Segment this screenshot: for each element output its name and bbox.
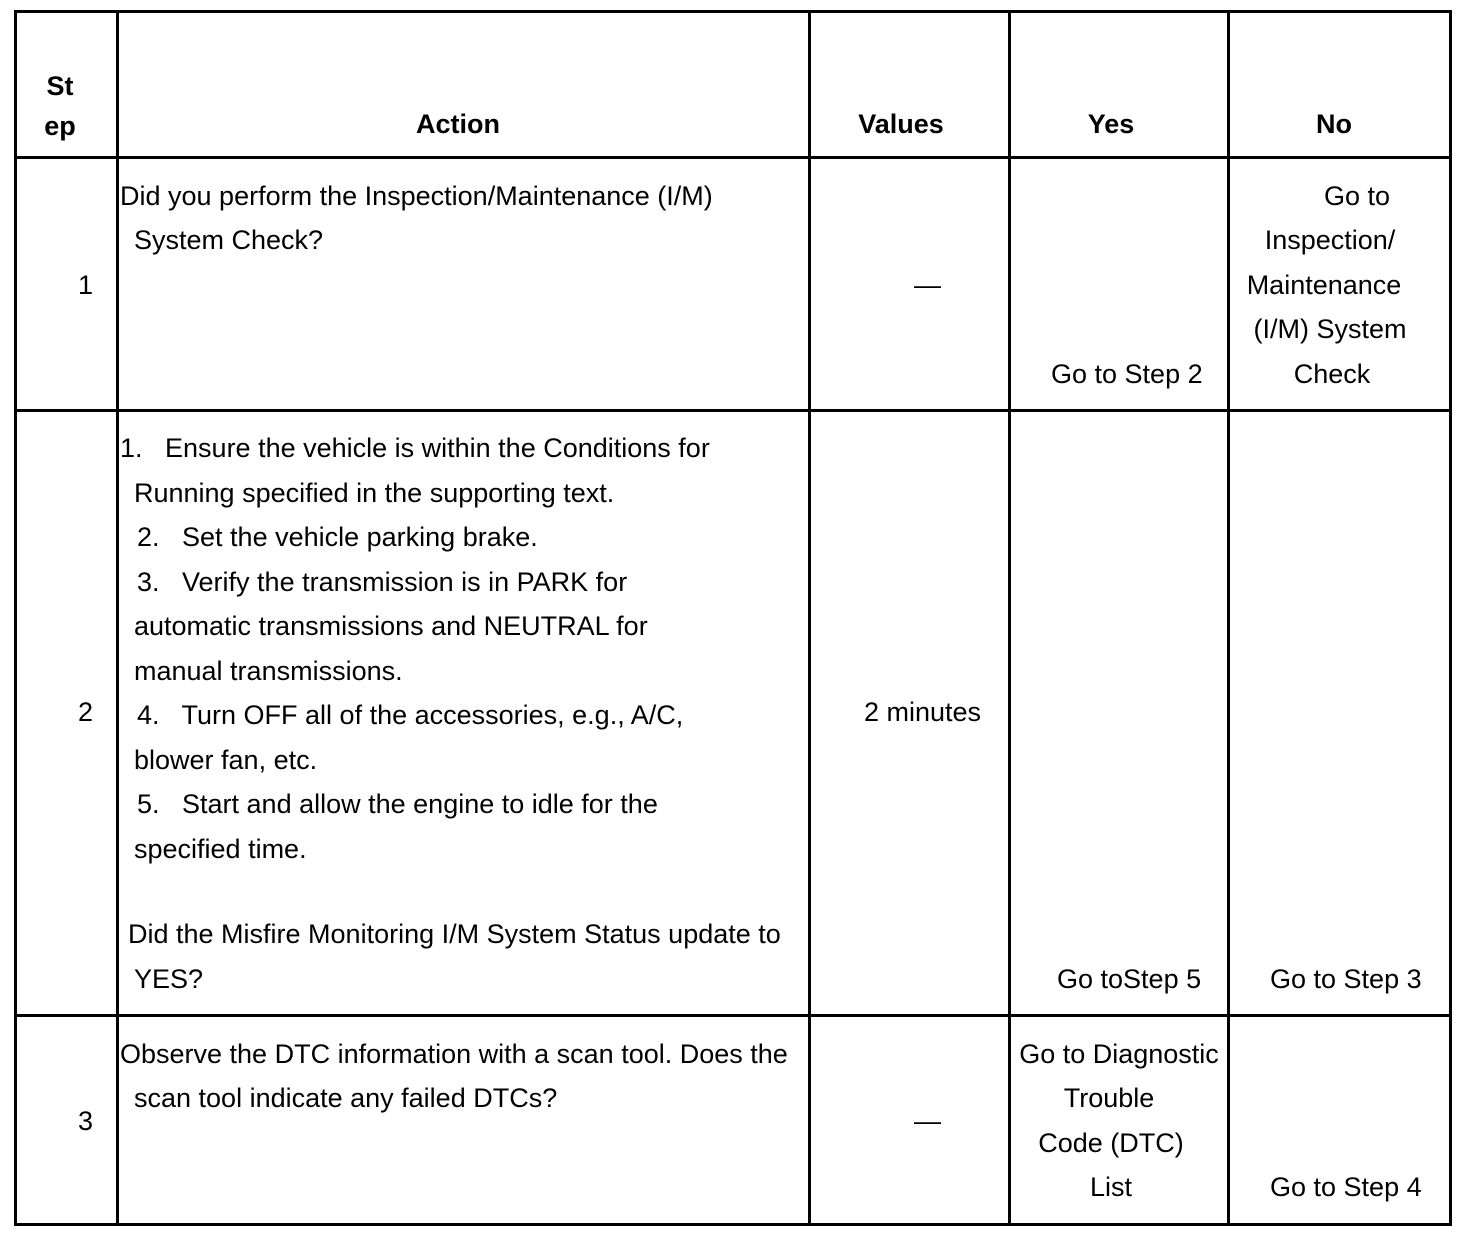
table-border-left bbox=[14, 10, 17, 1226]
no-cell-line: Inspection/ bbox=[1264, 225, 1396, 255]
action-line: System Check? bbox=[134, 225, 324, 255]
no-cell-line: Check bbox=[1293, 359, 1371, 389]
action-line: 2. Set the vehicle parking brake. bbox=[137, 522, 538, 552]
header-no: No bbox=[1316, 109, 1352, 139]
row-divider bbox=[14, 1014, 1452, 1017]
no-cell-line: Go to bbox=[1323, 181, 1391, 211]
no-cell: Go to Step 4 bbox=[1270, 1172, 1422, 1202]
yes-cell-line: Code (DTC) bbox=[1038, 1128, 1184, 1158]
action-line: automatic transmissions and NEUTRAL for bbox=[134, 611, 648, 641]
row-divider bbox=[14, 156, 1452, 159]
yes-cell: Go to Step 2 bbox=[1051, 359, 1203, 389]
header-step-line-1: St bbox=[46, 71, 74, 101]
value-cell: — bbox=[914, 270, 941, 300]
action-line: specified time. bbox=[134, 834, 307, 864]
action-line: manual transmissions. bbox=[134, 656, 403, 686]
action-line: YES? bbox=[134, 964, 204, 994]
header-step bbox=[17, 66, 103, 146]
action-line: 4. Turn OFF all of the accessories, e.g., A/C, bbox=[137, 700, 684, 730]
no-cell: Go to Step 3 bbox=[1270, 964, 1422, 994]
action-line: scan tool indicate any failed DTCs? bbox=[134, 1083, 558, 1113]
value-cell: 2 minutes bbox=[864, 697, 982, 727]
column-divider bbox=[116, 10, 119, 1226]
yes-cell-line: List bbox=[1089, 1172, 1133, 1202]
value-cell: — bbox=[914, 1106, 941, 1136]
action-line: Did the Misfire Monitoring I/M System Status update to bbox=[128, 919, 781, 949]
action-line: Observe the DTC information with a scan tool. Does the bbox=[120, 1039, 788, 1069]
header-action: Action bbox=[416, 109, 500, 139]
action-line: 3. Verify the transmission is in PARK for bbox=[137, 567, 628, 597]
header-values: Values bbox=[858, 109, 944, 139]
step-number: 3 bbox=[78, 1106, 94, 1136]
no-cell-line: (I/M) System bbox=[1253, 314, 1407, 344]
column-divider bbox=[808, 10, 811, 1226]
step-number: 2 bbox=[78, 697, 94, 727]
action-line: Did you perform the Inspection/Maintenance (I/M) bbox=[120, 181, 713, 211]
yes-cell-line: Trouble bbox=[1063, 1083, 1155, 1113]
action-line: Running specified in the supporting text. bbox=[134, 478, 615, 508]
yes-cell: Go toStep 5 bbox=[1057, 964, 1202, 994]
header-yes: Yes bbox=[1087, 109, 1135, 139]
row-divider bbox=[14, 409, 1452, 412]
action-line: 1. Ensure the vehicle is within the Conditions for bbox=[120, 433, 710, 463]
table-border-top bbox=[14, 10, 1452, 13]
table-border-bottom bbox=[14, 1223, 1452, 1226]
step-number: 1 bbox=[78, 270, 94, 300]
action-line: 5. Start and allow the engine to idle for the bbox=[137, 789, 658, 819]
no-cell-line: Maintenance bbox=[1246, 270, 1402, 300]
action-line: blower fan, etc. bbox=[134, 745, 318, 775]
header-step-line-2: ep bbox=[44, 111, 76, 141]
yes-cell-line: Go to Diagnostic bbox=[1019, 1039, 1219, 1069]
